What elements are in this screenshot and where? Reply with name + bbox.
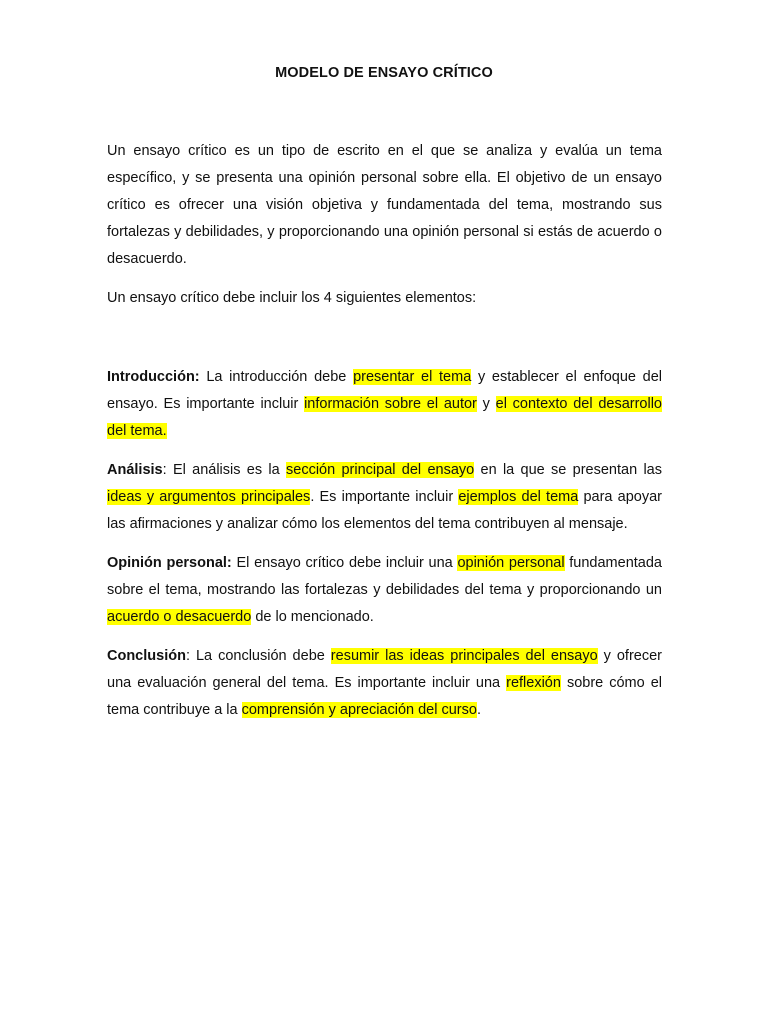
highlighted-text: presentar el tema [353, 369, 472, 385]
section-analisis [107, 457, 662, 538]
section-text: sobre cómo el tema contribuye a la [107, 675, 662, 718]
section-conclusion [107, 643, 662, 724]
section-heading: Introducción: [107, 369, 200, 385]
section-text: . [476, 702, 481, 718]
section-opinion-personal [107, 550, 662, 631]
section-text: y [476, 396, 496, 412]
highlighted-text: acuerdo o desacuerdo [107, 609, 252, 625]
section-text: : El análisis es la [162, 462, 287, 478]
section-text: de lo mencionado. [251, 609, 374, 625]
section-text: y ofrecer una evaluación general del tema. Es importante incluir una [107, 648, 662, 691]
section-heading: Conclusión [107, 648, 186, 664]
intro-paragraph: Un ensayo crítico es un tipo de escrito en el que se analiza y evalúa un tema específico, y se presenta una opinión personal sobre ella. El objetivo de un ensayo crítico es ofrecer una visión objetiva y fundamentada del tema, mostrando sus fortalezas y debilidades, y proporcionando una opinión personal si estás de acuerdo o desacuerdo. [107, 143, 662, 267]
document-title: MODELO DE ENSAYO CRÍTICO [275, 65, 493, 81]
section-text: para apoyar las afirmaciones y analizar cómo los elementos del tema contribuyen al mensaje. [107, 489, 662, 532]
section-text: : La conclusión debe [185, 648, 331, 664]
section-heading: Análisis [107, 462, 163, 478]
highlighted-text: comprensión y apreciación del curso [241, 702, 477, 718]
section-text: El ensayo crítico debe incluir una [231, 555, 458, 571]
highlighted-text: resumir las ideas principales del ensayo [330, 648, 598, 664]
highlighted-text: información sobre el autor [304, 396, 477, 412]
elements-intro-paragraph: Un ensayo crítico debe incluir los 4 siguientes elementos: [107, 290, 477, 306]
highlighted-text: ideas y argumentos principales [107, 489, 311, 505]
section-introduccion [107, 364, 662, 445]
highlighted-text: ejemplos del tema [458, 489, 579, 505]
highlighted-text: sección principal del ensayo [286, 462, 475, 478]
section-text: en la que se presentan las [474, 462, 662, 478]
highlighted-text: reflexión [506, 675, 561, 691]
highlighted-text: el contexto del desarrollo del tema. [107, 396, 662, 439]
section-text: fundamentada sobre el tema, mostrando las fortalezas y debilidades del tema y proporcionando un [107, 555, 662, 598]
section-text: y establecer el enfoque del ensayo. Es importante incluir [107, 369, 663, 412]
section-text: . Es importante incluir [310, 489, 459, 505]
section-heading: Opinión personal: [107, 555, 232, 571]
highlighted-text: opinión personal [457, 555, 565, 571]
section-text: La introducción debe [199, 369, 354, 385]
